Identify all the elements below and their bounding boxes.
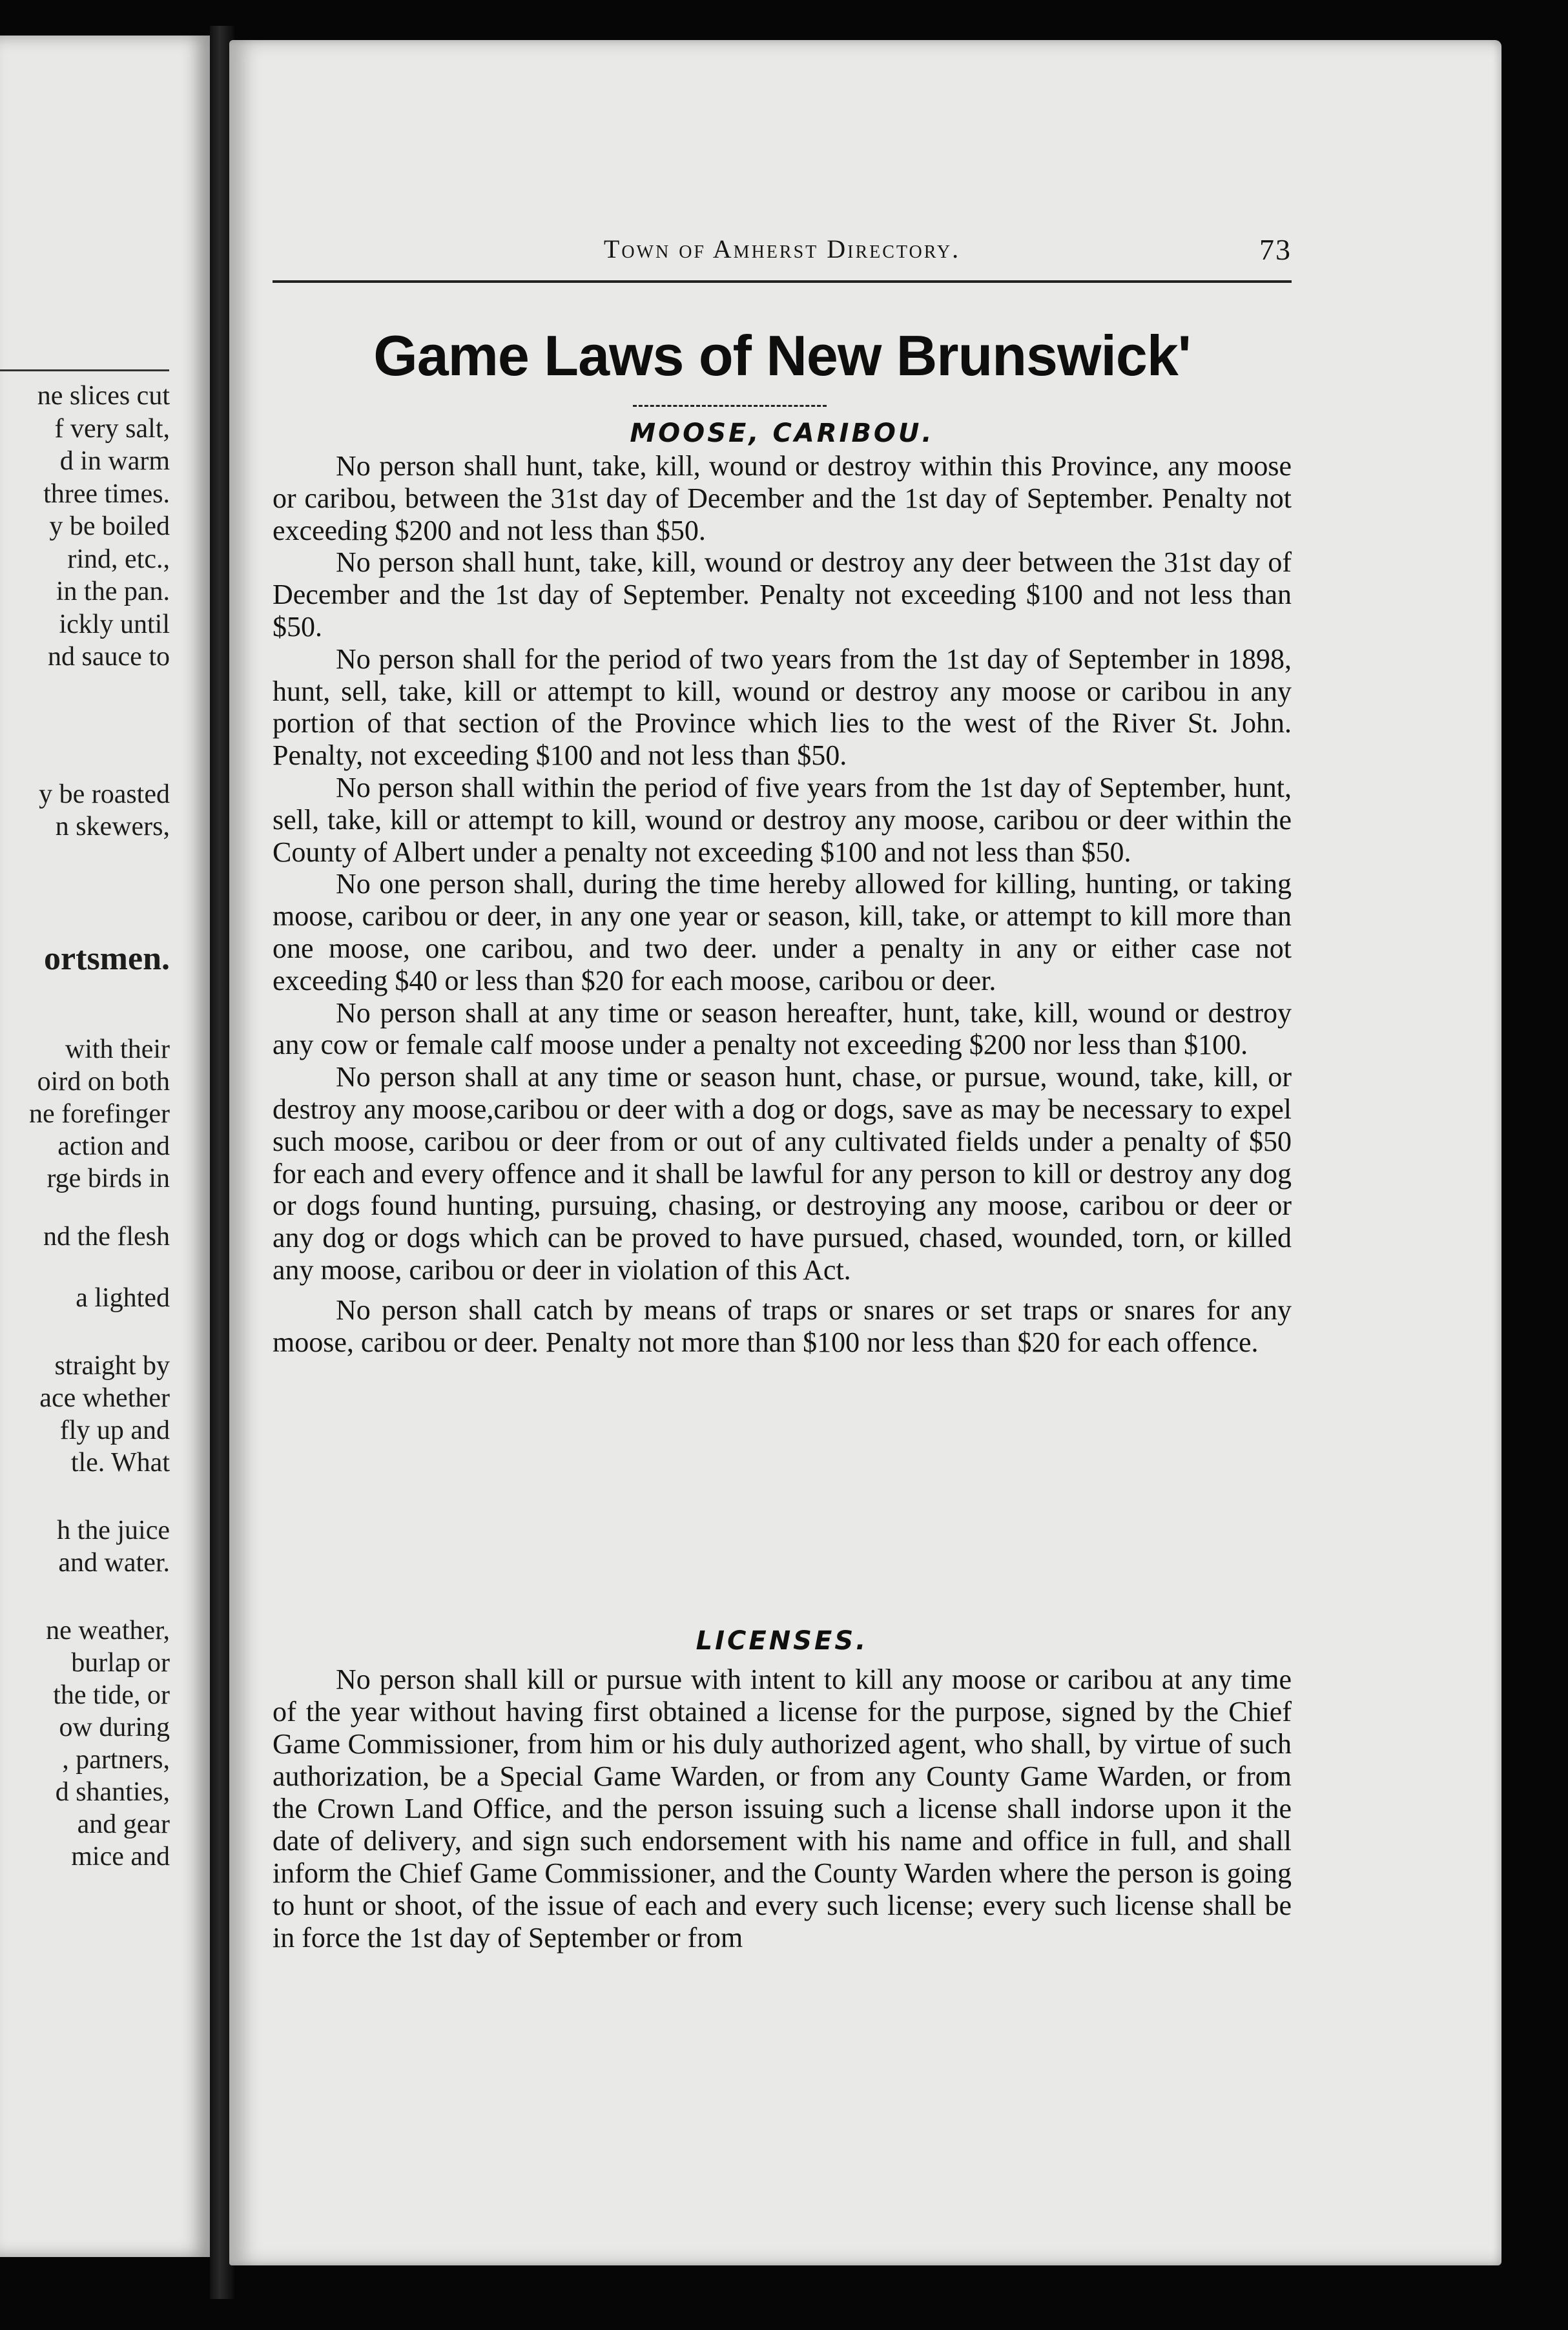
left-page-rule	[0, 369, 169, 371]
left-page-text-line: in the pan.	[56, 577, 170, 606]
left-page-text-line: action and	[57, 1131, 170, 1161]
left-page-text-line: oird on both	[37, 1067, 170, 1097]
left-page-text-line: rge birds in	[46, 1164, 170, 1193]
left-page-text-line: ow during	[59, 1713, 170, 1742]
law-paragraph: No person shall at any time or season hunt, chase, or pursue, wound, take, kill, or destroy any moose,caribou or deer with a dog or dogs, save as may be necessary to expel such moose, caribou or deer from or out of any cultivated fields under a penalty of $50 for each and every offence and it shall be lawful for any person to kill or destroy any dog or dogs found hunting, pursuing, chasing, or destroying any moose, caribou or deer or any dog or dogs which can be proved to have pursued, chased, wounded, torn, or killed any moose, caribou or deer in violation of this Act.	[273, 1061, 1292, 1286]
header-rule	[273, 280, 1292, 283]
left-page-text-line: f very salt,	[54, 413, 170, 444]
left-page-text-line: n skewers,	[55, 812, 170, 841]
left-page-text-line: and gear	[77, 1809, 170, 1839]
law-paragraph: No person shall within the period of five years from the 1st day of September, hunt, sell, take, kill or attempt to kill, wound or destroy any moose, caribou or deer within the County of Albert under a penalty not exceeding $100 and not less than $50.	[273, 771, 1292, 868]
left-page-text-line: nd sauce to	[48, 642, 170, 672]
page-number: 73	[1259, 233, 1292, 266]
left-page-text-line: d in warm	[59, 446, 170, 476]
law-paragraph: No person shall for the period of two years from the 1st day of September in 1898, hunt, sell, take, kill or attempt to kill, wound or destroy any moose or caribou in any portion of that section of the Province which lies to the west of the River St. John. Penalty, not exceeding $100 and not less than $50.	[273, 643, 1292, 772]
left-page-text-line: ne weather,	[46, 1616, 170, 1645]
left-page-text-line: mice and	[71, 1842, 170, 1871]
left-page-text-line: fly up and	[59, 1416, 170, 1445]
law-paragraph: No one person shall, during the time hereby allowed for killing, hunting, or taking moose, caribou or deer, in any one year or season, kill, take, or attempt to kill more than one moose, one caribou, and two deer. under a penalty in any or either case not exceeding $40 or less than $20 for each moose, caribou or deer.	[273, 868, 1292, 996]
left-page-text-line: three times.	[43, 479, 170, 509]
section-heading-moose-caribou: MOOSE, CARIBOU.	[630, 418, 934, 448]
law-paragraph: No person shall kill or pursue with intent to kill any moose or caribou at any time of the year without having first obtained a license for the purpose, signed by the Chief Game Commissioner, from him or his duly authorized agent, who shall, by virtue of such authorization, be a Special Game Warden, or from any County Game Warden, or from the Crown Land Office, and the person issuing such a license shall indorse upon it the date of delivery, and sign such endorsement with his name and office in full, and shall inform the Chief Game Commissioner, and the County Warden where the person is going to hunt or shoot, of the issue of each and every such license; every such license shall be in force the 1st day of September or from	[273, 1664, 1292, 1954]
left-page-text-line: ne slices cut	[37, 381, 170, 411]
left-page-text-line: , partners,	[62, 1745, 170, 1775]
left-page-heading: ortsmen.	[44, 940, 170, 977]
moose-caribou-section	[273, 450, 1292, 1358]
left-page-text-line: and water.	[58, 1548, 170, 1578]
left-page-text-line: ickly until	[59, 609, 170, 639]
left-page-text-line: tle. What	[70, 1448, 170, 1478]
licenses-section	[273, 1664, 1292, 1954]
left-page-text-line: ne forefinger	[28, 1099, 170, 1129]
section-heading-licenses: LICENSES.	[696, 1626, 869, 1656]
left-page-text-line: d shanties,	[55, 1777, 170, 1807]
left-page-fragment	[0, 36, 210, 2257]
left-page-text-line: y be roasted	[39, 779, 170, 809]
left-page-text-line: burlap or	[71, 1648, 170, 1678]
law-paragraph: No person shall at any time or season hereafter, hunt, take, kill, wound or destroy any cow or female calf moose under a penalty not exceeding $200 nor less than $100.	[273, 996, 1292, 1061]
left-page-text-line: y be boiled	[49, 511, 170, 541]
left-page-text-line: ace whether	[39, 1383, 170, 1413]
law-paragraph: No person shall catch by means of traps or snares or set traps or snares for any moose, caribou or deer. Penalty not more than $100 nor less than $20 for each offence.	[273, 1294, 1292, 1358]
left-page-text-line: straight by	[54, 1351, 170, 1381]
left-page-text-line: nd the flesh	[43, 1222, 170, 1252]
left-page-text-line: the tide, or	[53, 1680, 170, 1710]
left-page-text-line: rind, etc.,	[67, 544, 170, 574]
law-paragraph: No person shall hunt, take, kill, wound or destroy within this Province, any moose or caribou, between the 31st day of December and the 1st day of September. Penalty not exceeding $200 and not less than $50.	[273, 450, 1292, 546]
left-page-text-line: h the juice	[57, 1516, 170, 1545]
article-title: Game Laws of New Brunswick'	[373, 324, 1191, 387]
law-paragraph: No person shall hunt, take, kill, wound or destroy any deer between the 31st day of December and the 1st day of September. Penalty not exceeding $100 and not less than $50.	[273, 546, 1292, 643]
left-page-text-line: with their	[65, 1035, 170, 1064]
running-header-title: Town of Amherst Directory.	[603, 234, 961, 263]
title-divider	[633, 405, 827, 409]
running-header	[273, 227, 1292, 273]
left-page-text-line: a lighted	[76, 1283, 170, 1313]
